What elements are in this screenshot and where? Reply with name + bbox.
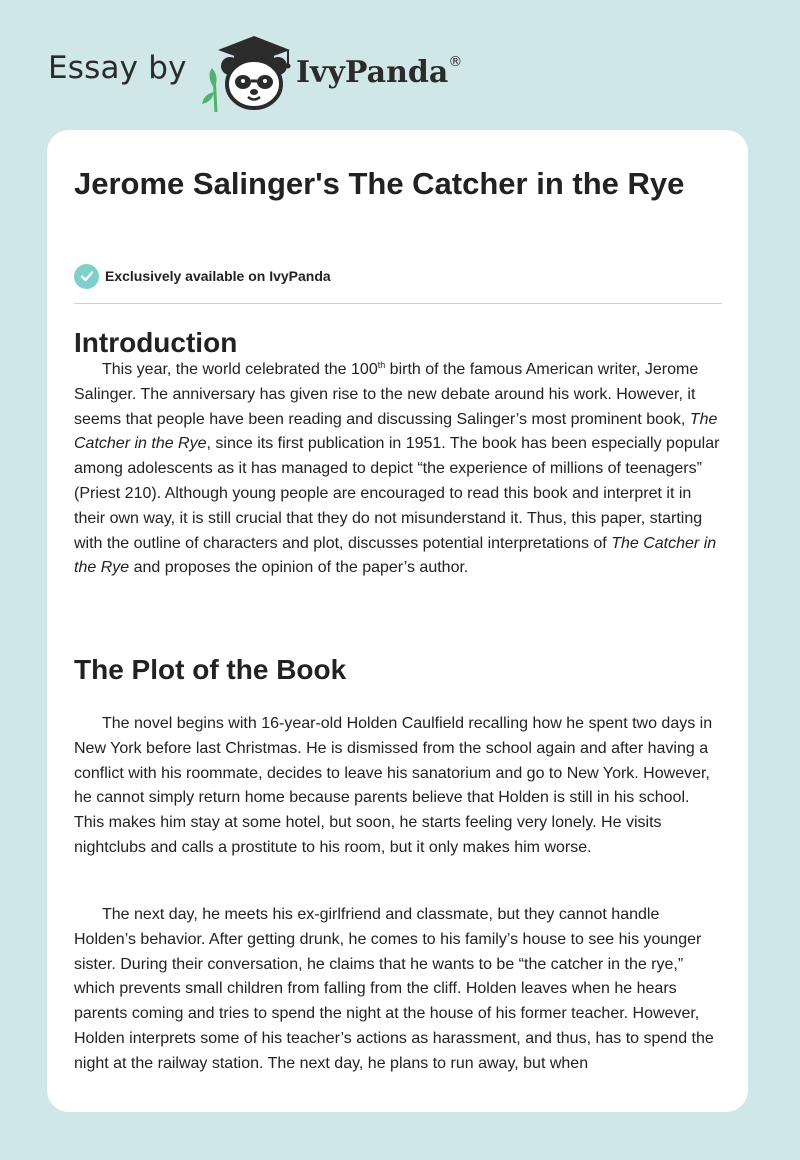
- panda-logo-icon: [200, 30, 292, 112]
- brand-name: IvyPanda®: [296, 54, 463, 90]
- site-header: [48, 28, 748, 118]
- essay-card: [47, 130, 748, 1112]
- divider: [74, 303, 722, 304]
- badge-label: Exclusively available on IvyPanda: [105, 268, 331, 284]
- essay-by-label: Essay by: [48, 50, 187, 86]
- check-icon: [74, 264, 99, 289]
- paragraph-plot-2: The next day, he meets his ex-girlfriend and classmate, but they cannot handle Holden’s behavior. After getting drunk, he comes to his family’s house to see his younger sister. During their conversation, he claims that he wants to be “the catcher in the rye,” which prevents small children from falling from the cliff. Holden leaves when he hears parents coming and tries to spend the night at the house of his former teacher. However, Holden interprets some of his teacher’s actions as harassment, and thus, has to spend the night at the railway station. The next day, he plans to run away, but when: [74, 906, 714, 1072]
- registered-mark: ®: [448, 54, 463, 70]
- section-heading-introduction: Introduction: [74, 327, 238, 358]
- page-title: Jerome Salinger's The Catcher in the Rye: [74, 166, 685, 201]
- paragraph-plot-1: The novel begins with 16-year-old Holden Caulfield recalling how he spent two days in New York before last Christmas. He is dismissed from the school again and after having a conflict with his roommate, decides to leave his sanatorium and go to New York. However, he cannot simply return home because parents believe that Holden is still in his school. This makes him stay at some hotel, but soon, he starts feeling very lonely. He visits nightclubs and calls a prostitute to his room, but it only makes him worse.: [74, 715, 713, 856]
- exclusive-badge: [74, 263, 331, 289]
- section-heading-plot: The Plot of the Book: [74, 654, 347, 685]
- paragraph-introduction: This year, the world celebrated the 100th birth of the famous American writer, Jerome Salinger. The anniversary has given rise to the new debate around his work. However, it seems that people have been reading and discussing Salinger’s most prominent book, The Catcher in the Rye, since its first publication in 1951. The book has been especially popular among adolescents as it has managed to depict “the experience of millions of teenagers” (Priest 210). Although young people are encouraged to read this book and interpret it in their own way, it is still crucial that they do not misunderstand it. Thus, this paper, starting with the outline of characters and plot, discusses potential interpretations of The Catcher in the Rye and proposes the opinion of the paper’s author.: [74, 360, 720, 577]
